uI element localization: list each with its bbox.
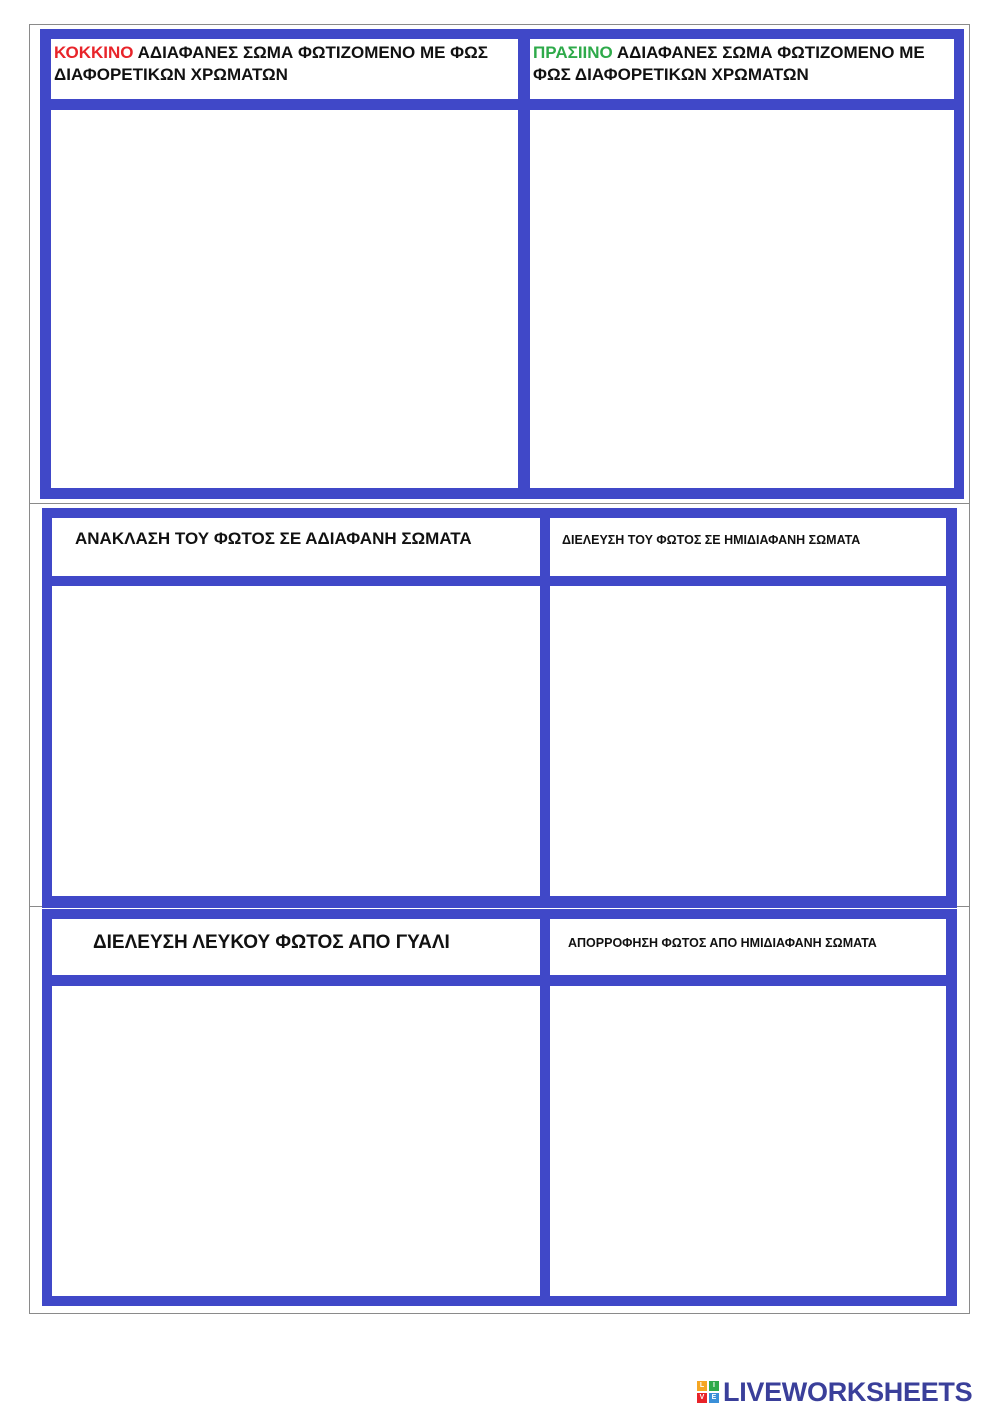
cell-1-color-word: ΚΟΚΚΙΝΟ — [54, 43, 134, 62]
liveworksheets-logo — [697, 1376, 972, 1408]
cell-2-color-word: ΠΡΑΣΙΙΝΟ — [533, 43, 613, 62]
answer-area-2[interactable] — [530, 110, 954, 488]
answer-area-1[interactable] — [51, 110, 518, 488]
cell-4-label: ΔΙΕΛΕΥΣΗ ΤΟΥ ΦΩΤΟΣ ΣΕ ΗΜΙΔΙΑΦΑΝΗ ΣΩΜΑΤΑ — [562, 533, 861, 547]
logo-text: LIVEWORKSHEETS — [723, 1376, 973, 1407]
logo-mark-letter: L — [697, 1381, 707, 1391]
liveworksheets-logo-icon — [697, 1381, 719, 1403]
cell-5-label: ΔΙΕΛΕΥΣΗ ΛΕΥΚΟΥ ΦΩΤΟΣ ΑΠΟ ΓΥΑΛΙ — [93, 932, 450, 953]
logo-mark-letter: V — [697, 1393, 707, 1403]
cell-1-label-text: ΑΔΙΑΦΑΝΕΣ ΣΩΜΑ ΦΩΤΙΖΟΜΕΝΟ ΜΕ ΦΩΣ ΔΙΑΦΟΡΕΤΙΚΩΝ ΧΡΩΜΑΤΩΝ — [54, 43, 488, 85]
cell-1-label — [54, 42, 514, 86]
cell-6-label: ΑΠΟΡΡΟΦΗΣΗ ΦΩΤΟΣ ΑΠΟ ΗΜΙΔΙΑΦΑΝΗ ΣΩΜΑΤΑ — [568, 936, 877, 950]
answer-area-4[interactable] — [550, 586, 946, 896]
logo-mark-letter: I — [709, 1381, 719, 1391]
cell-2-label-text: ΑΔΙΑΦΑΝΕΣ ΣΩΜΑ ΦΩΤΙΖΟΜΕΝΟ ΜΕ ΦΩΣ ΔΙΑΦΟΡΕΤΙΚΩΝ ΧΡΩΜΑΤΩΝ — [533, 43, 925, 85]
section-divider — [29, 503, 970, 504]
cell-2-label — [533, 42, 951, 86]
answer-area-3[interactable] — [52, 586, 540, 896]
answer-area-6[interactable] — [550, 986, 946, 1296]
answer-area-5[interactable] — [52, 986, 540, 1296]
cell-3-label: ΑΝΑΚΛΑΣΗ ΤΟΥ ΦΩΤΟΣ ΣΕ ΑΔΙΑΦΑΝΗ ΣΩΜΑΤΑ — [75, 529, 472, 548]
logo-mark-letter: E — [709, 1393, 719, 1403]
